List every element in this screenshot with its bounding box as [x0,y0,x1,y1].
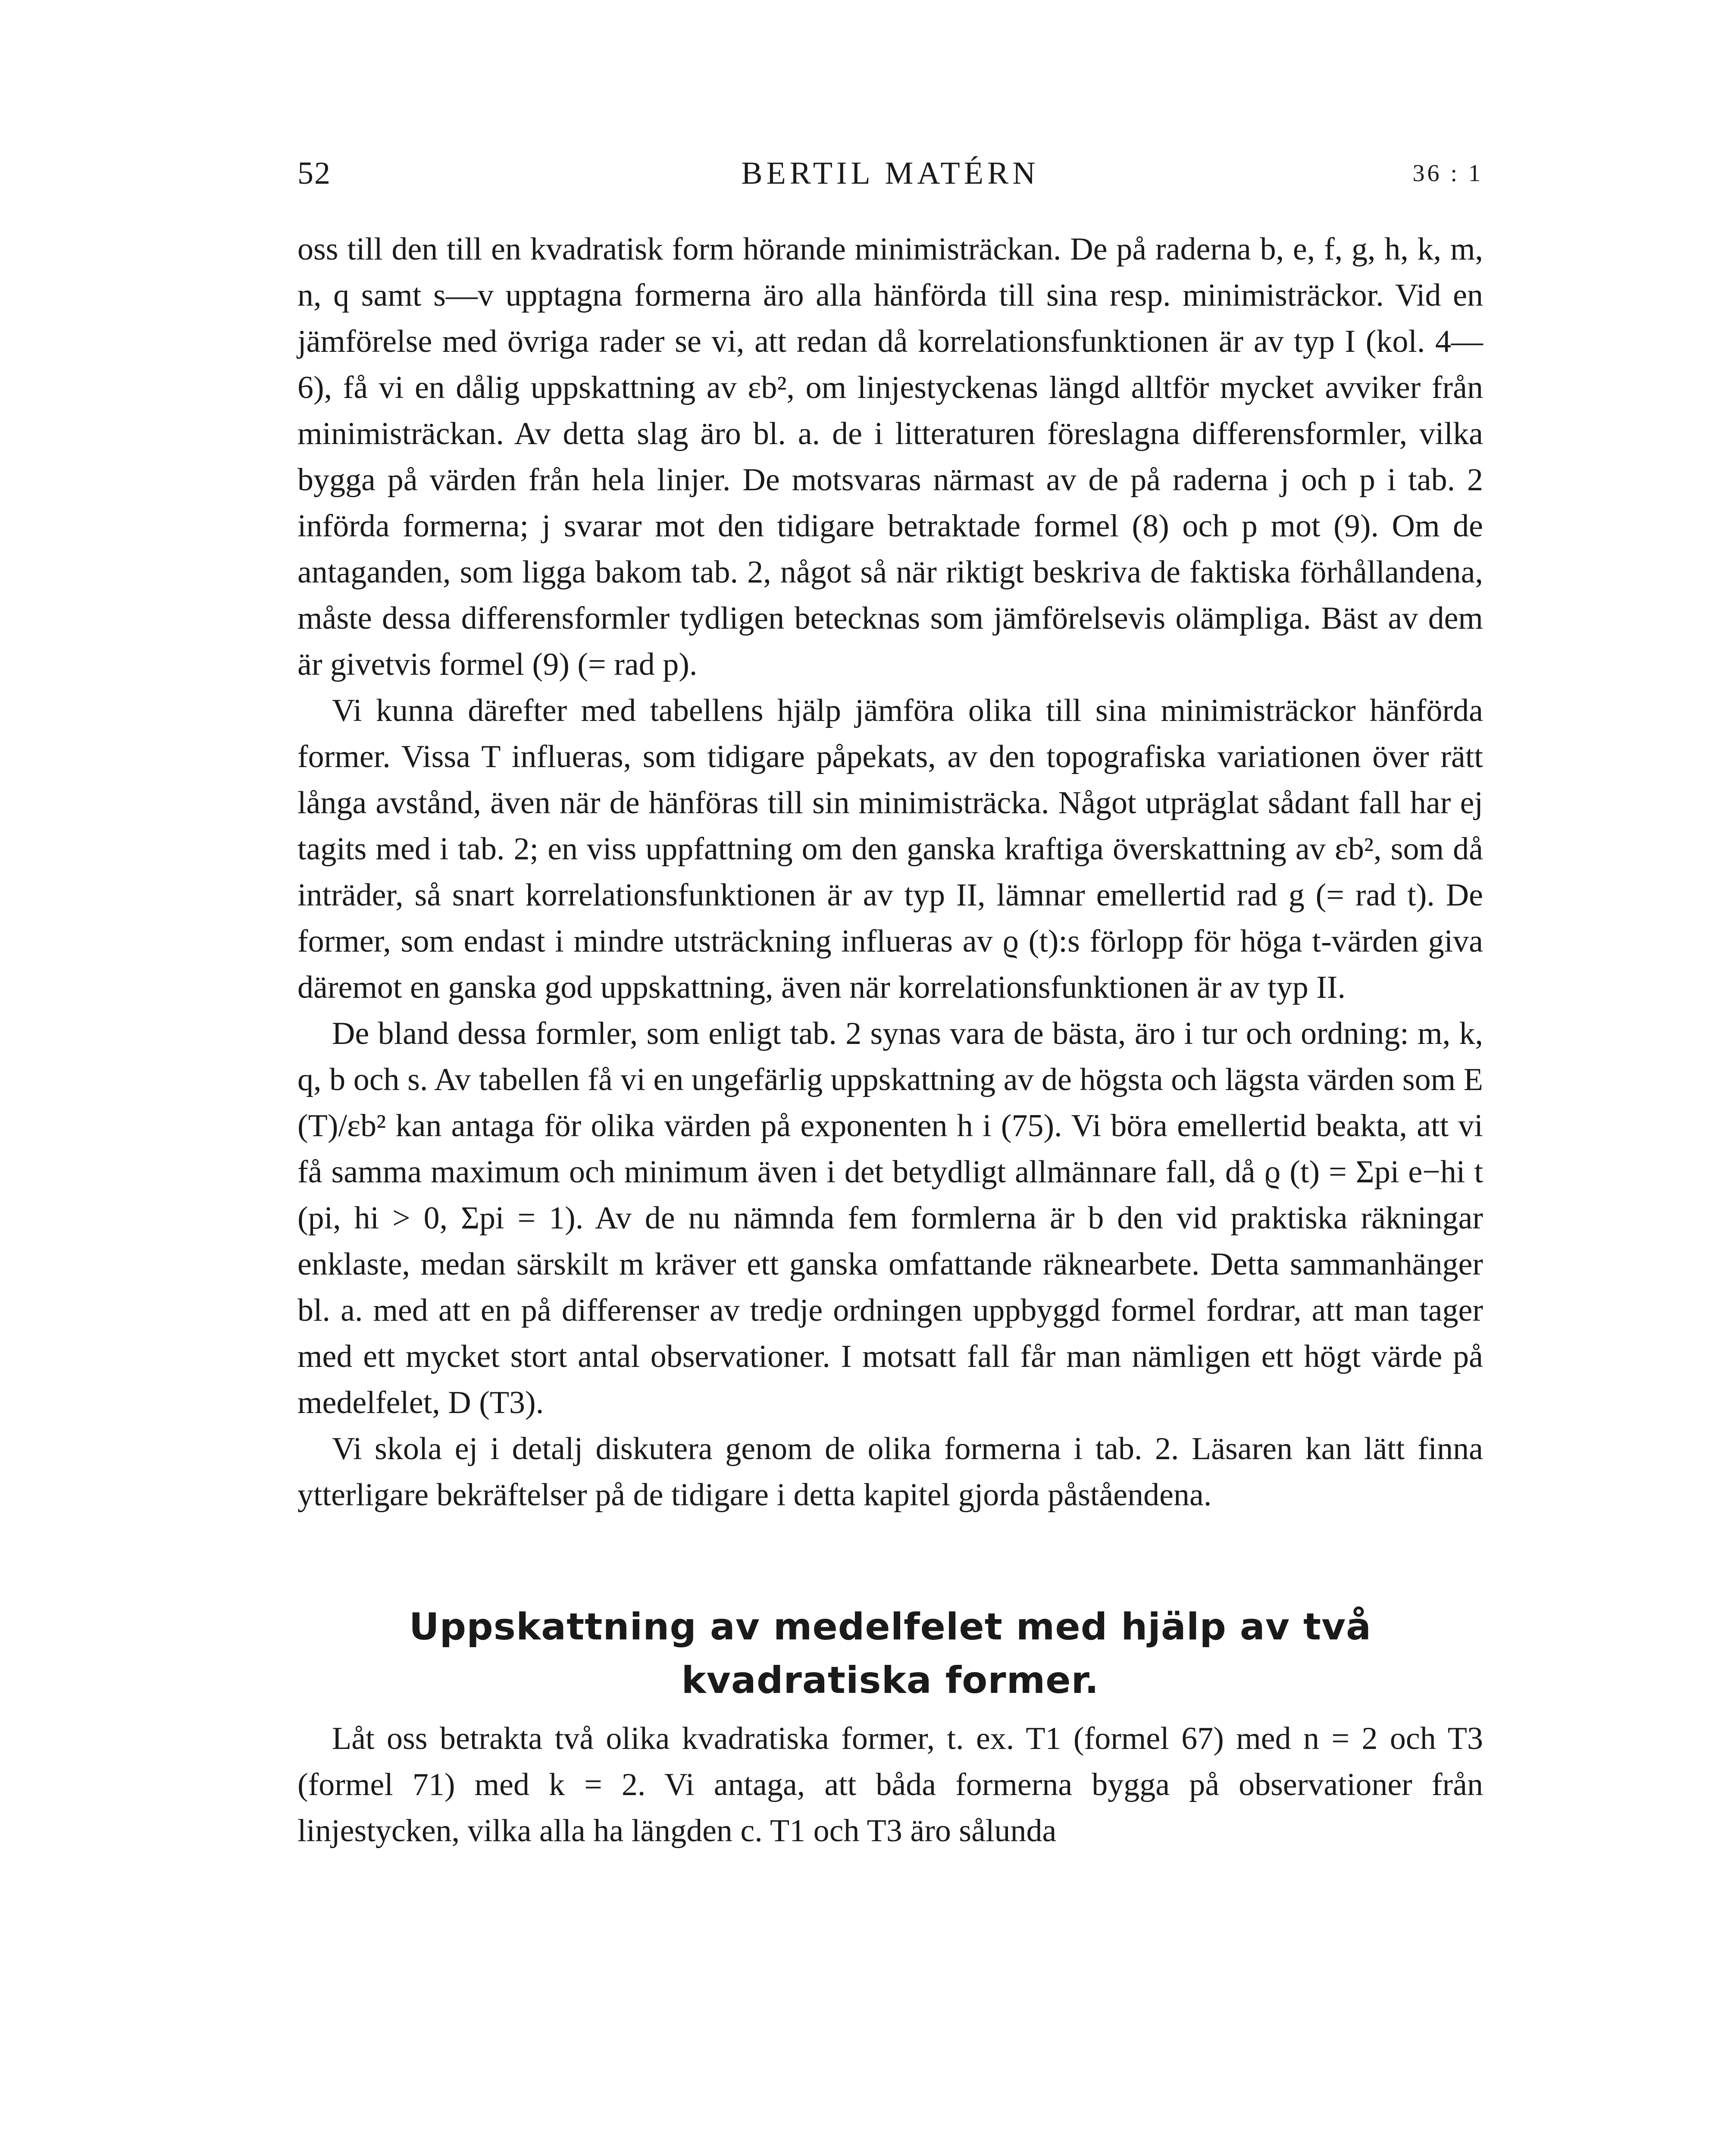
running-head [297,155,1483,203]
section-heading: Uppskattning av medelfelet med hjälp av två kvadratiska former. [409,1605,1372,1702]
paragraph-best-formulas: De bland dessa formler, som enligt tab. 2 synas vara de bästa, äro i tur och ordning: m, k, q, b och s. Av tabellen få vi en ungefärlig uppskattning av de högsta och lägsta värden som E (T)/εb² kan antaga för olika värden på exponenten h i (75). Vi böra emellertid beakta, att vi få samma maximum och minimum även i det betydligt allmännare fall, då ϱ (t) = Σpi e−hi t (pi, hi > 0, Σpi = 1). Av de nu nämnda fem formlerna är b den vid praktiska räkningar enklaste, medan särskilt m kräver ett ganska omfattande räknearbete. Detta sammanhänger bl. a. med att en på differenser av tredje ordningen uppbyggd formel fordrar, att man tager med ett mycket stort antal observationer. I motsatt fall får man nämligen ett högt värde på medelfelet, D (T3). [297,1016,1483,1420]
volume-reference: 36 : 1 [1412,160,1483,187]
running-title: BERTIL MATÉRN [741,156,1039,191]
paragraph-table-comparison: Vi kunna därefter med tabellens hjälp jämföra olika till sina minimisträckor hänförda former. Vissa T influeras, som tidigare påpekats, av den topografiska variationen över rätt långa avstånd, även när de hänföras till sin minimisträcka. Något utpräglat sådant fall har ej tagits med i tab. 2; en viss uppfattning om den ganska kraftiga överskattning av εb², som då inträder, så snart korrelationsfunktionen är av typ II, lämnar emellertid rad g (= rad t). De former, som endast i mindre utsträckning influeras av ϱ (t):s förlopp för höga t-värden giva däremot en ganska god uppskattning, även när korrelationsfunktionen är av typ II. [297,693,1483,1005]
paragraph-section-intro: Låt oss betrakta två olika kvadratiska former, t. ex. T1 (formel 67) med n = 2 och T3 (formel 71) med k = 2. Vi antaga, att båda formerna bygga på observationer från linjestycken, vilka alla ha längden c. T1 och T3 äro sålunda [297,1721,1483,1849]
page-number: 52 [297,156,331,191]
paragraph-continuation: oss till den till en kvadratisk form hörande minimisträckan. De på raderna b, e, f, g, h, k, m, n, q samt s—v upptagna formerna äro alla hänförda till sina resp. minimisträckor. Vid en jämförelse med övriga rader se vi, att redan då korrelationsfunktionen är av typ I (kol. 4—6), få vi en dålig uppskattning av εb², om linjestyckenas längd alltför mycket avviker från minimisträckan. Av detta slag äro bl. a. de i litteraturen föreslagna differensformler, vilka bygga på värden från hela linjer. De motsvaras närmast av de på raderna j och p i tab. 2 införda formerna; j svarar mot den tidigare betraktade formel (8) och p mot (9). Om de antaganden, som ligga bakom tab. 2, något så när riktigt beskriva de faktiska förhållandena, måste dessa differensformler tydligen betecknas som jämförelsevis olämpliga. Bäst av dem är givetvis formel (9) (= rad p). [297,232,1483,682]
paragraph-closing: Vi skola ej i detalj diskutera genom de olika formerna i tab. 2. Läsaren kan lätt finna ytterligare bekräftelser på de tidigare i detta kapitel gjorda påståendena. [297,1431,1483,1513]
body-text [297,226,1483,1854]
